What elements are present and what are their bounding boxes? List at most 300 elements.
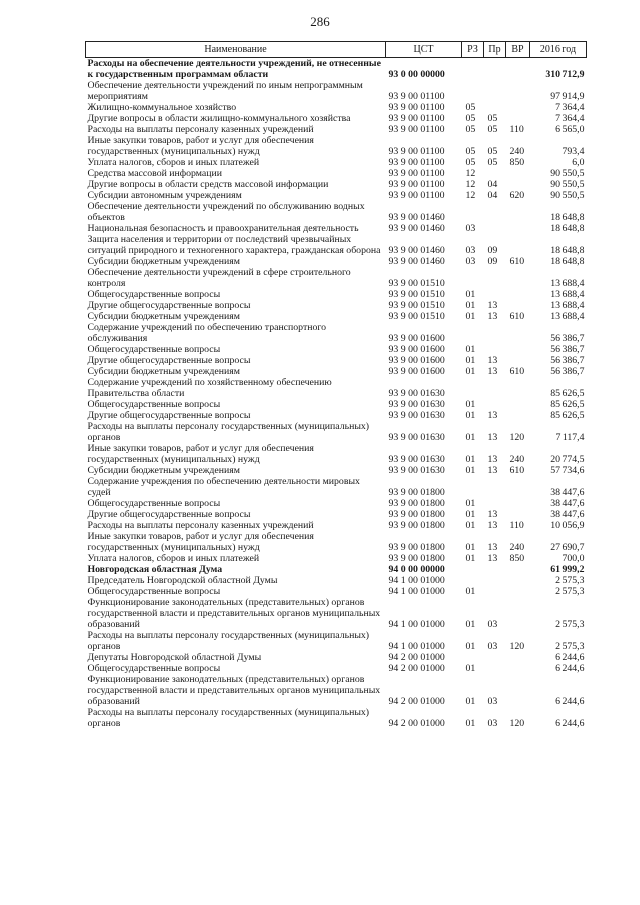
- row-amount: 13 688,4: [550, 278, 585, 289]
- row-name: Общегосударственные вопросы: [87, 289, 221, 300]
- row-rz: [462, 322, 484, 344]
- table-row: [86, 157, 587, 168]
- table-row: [86, 234, 587, 256]
- row-pr: 05: [487, 124, 498, 135]
- row-amount: 6 244,6: [555, 663, 585, 674]
- row-rz: 03: [465, 245, 476, 256]
- header-vr: ВР: [506, 42, 530, 58]
- row-rz: [462, 652, 484, 663]
- row-rz: 01: [465, 619, 476, 630]
- row-cst: 93 9 00 01630: [388, 432, 445, 443]
- row-amount: 2 575,3: [555, 575, 585, 586]
- row-rz: [462, 80, 484, 102]
- row-name: Субсидии бюджетным учреждениям: [87, 366, 240, 377]
- row-cst: 93 9 00 01800: [388, 520, 445, 531]
- table-row: [86, 663, 587, 674]
- row-pr: 05: [487, 113, 498, 124]
- row-name: Общегосударственные вопросы: [87, 344, 221, 355]
- row-vr: 610: [509, 465, 525, 476]
- row-vr: [506, 80, 530, 102]
- row-name: Обеспечение деятельности учреждений по иным непрограммным мероприятиям: [87, 80, 363, 102]
- row-pr: 13: [487, 509, 498, 520]
- header-name: Наименование: [86, 42, 386, 58]
- row-name: Расходы на выплаты персоналу казенных учреждений: [87, 520, 314, 531]
- row-name: Другие общегосударственные вопросы: [87, 355, 251, 366]
- row-amount: 57 734,6: [550, 465, 585, 476]
- row-vr: [506, 267, 530, 289]
- row-amount: 18 648,8: [550, 256, 585, 267]
- row-pr: 13: [487, 300, 498, 311]
- table-row: [86, 256, 587, 267]
- row-vr: [506, 586, 530, 597]
- table-row: [86, 355, 587, 366]
- row-rz: 01: [465, 454, 476, 465]
- row-name: Функционирование законодательных (представительных) органов государственной власти и представительных органов муниципальных образований: [87, 597, 381, 630]
- row-amount: 38 447,6: [550, 498, 585, 509]
- row-amount: 56 386,7: [550, 344, 585, 355]
- row-name: Иные закупки товаров, работ и услуг для обеспечения государственных (муниципальных) нужд: [87, 443, 314, 465]
- row-pr: [484, 377, 506, 399]
- table-row: [86, 80, 587, 102]
- row-cst: 93 9 00 01510: [388, 289, 445, 300]
- row-rz: [462, 267, 484, 289]
- table-row: [86, 399, 587, 410]
- row-amount: 90 550,5: [550, 168, 585, 179]
- row-cst: 93 9 00 01100: [388, 91, 445, 102]
- row-amount: 13 688,4: [550, 311, 585, 322]
- row-amount: 2 575,3: [555, 641, 585, 652]
- table-row: [86, 168, 587, 179]
- row-vr: [506, 663, 530, 674]
- table-row: [86, 520, 587, 531]
- budget-table: [85, 41, 587, 729]
- row-pr: 05: [487, 157, 498, 168]
- row-cst: 93 9 00 01100: [388, 146, 445, 157]
- row-vr: [506, 597, 530, 630]
- row-cst: 93 9 00 01630: [388, 388, 445, 399]
- row-rz: 01: [465, 553, 476, 564]
- header-rz: РЗ: [462, 42, 484, 58]
- row-cst: 93 9 00 01460: [388, 245, 445, 256]
- row-name: Другие общегосударственные вопросы: [87, 410, 251, 421]
- row-vr: 120: [509, 641, 525, 652]
- row-vr: 240: [509, 542, 525, 553]
- row-pr: [484, 80, 506, 102]
- row-name: Уплата налогов, сборов и иных платежей: [87, 157, 260, 168]
- row-pr: [484, 289, 506, 300]
- row-rz: 01: [465, 399, 476, 410]
- row-pr: 13: [487, 355, 498, 366]
- row-pr: [484, 344, 506, 355]
- row-cst: 93 9 00 01100: [388, 168, 445, 179]
- row-name: Иные закупки товаров, работ и услуг для обеспечения государственных (муниципальных) нужд: [87, 531, 314, 553]
- row-vr: 610: [509, 311, 525, 322]
- row-name: Расходы на выплаты персоналу государственных (муниципальных) органов: [87, 630, 370, 652]
- row-pr: [484, 223, 506, 234]
- row-cst: 94 2 00 01000: [388, 663, 445, 674]
- row-cst: 94 1 00 01000: [388, 586, 445, 597]
- row-cst: 93 9 00 01100: [388, 179, 445, 190]
- row-pr: 13: [487, 542, 498, 553]
- row-name: Общегосударственные вопросы: [87, 586, 221, 597]
- row-vr: 850: [509, 553, 525, 564]
- row-cst: 93 9 00 01100: [388, 157, 445, 168]
- row-rz: 01: [465, 641, 476, 652]
- header-pr: Пр: [484, 42, 506, 58]
- row-cst: 93 9 00 01630: [388, 465, 445, 476]
- row-amount: 20 774,5: [550, 454, 585, 465]
- row-cst: 93 9 00 01460: [388, 212, 445, 223]
- row-pr: 09: [487, 256, 498, 267]
- row-name: Расходы на выплаты персоналу казенных учреждений: [87, 124, 314, 135]
- row-rz: [462, 564, 484, 575]
- row-vr: [506, 223, 530, 234]
- row-name: Уплата налогов, сборов и иных платежей: [87, 553, 260, 564]
- row-name: Общегосударственные вопросы: [87, 663, 221, 674]
- row-amount: 7 364,4: [555, 102, 585, 113]
- row-cst: 94 2 00 01000: [388, 652, 445, 663]
- row-name: Общегосударственные вопросы: [87, 498, 221, 509]
- row-name: Функционирование законодательных (представительных) органов государственной власти и представительных органов муниципальных образований: [87, 674, 381, 707]
- row-cst: 93 9 00 01100: [388, 124, 445, 135]
- row-rz: 01: [465, 542, 476, 553]
- row-name: Расходы на выплаты персоналу государственных (муниципальных) органов: [87, 707, 370, 729]
- row-amount: 61 999,2: [550, 564, 585, 575]
- row-vr: [506, 476, 530, 498]
- row-vr: [506, 355, 530, 366]
- table-row: [86, 476, 587, 498]
- table-row: [86, 553, 587, 564]
- row-cst: 93 9 00 01630: [388, 410, 445, 421]
- row-cst: 93 9 00 01800: [388, 553, 445, 564]
- row-cst: 94 1 00 01000: [388, 641, 445, 652]
- table-row: [86, 113, 587, 124]
- row-vr: [506, 399, 530, 410]
- row-pr: [484, 476, 506, 498]
- table-row: [86, 366, 587, 377]
- row-name: Председатель Новгородской областной Думы: [87, 575, 278, 586]
- row-vr: [506, 564, 530, 575]
- table-row: [86, 179, 587, 190]
- row-name: Расходы на обеспечение деятельности учреждений, не отнесенные к государственным программам области: [87, 58, 381, 80]
- row-cst: 93 9 00 01630: [388, 454, 445, 465]
- row-amount: 18 648,8: [550, 223, 585, 234]
- row-name: Другие вопросы в области жилищно-коммунального хозяйства: [87, 113, 351, 124]
- row-name: Содержание учреждений по хозяйственному обеспечению Правительства области: [87, 377, 332, 399]
- row-pr: [484, 663, 506, 674]
- row-rz: [462, 575, 484, 586]
- row-vr: [506, 344, 530, 355]
- row-cst: 93 9 00 01510: [388, 278, 445, 289]
- table-row: [86, 135, 587, 157]
- table-row: [86, 630, 587, 652]
- table-row: [86, 58, 587, 81]
- row-rz: 01: [465, 509, 476, 520]
- row-amount: 85 626,5: [550, 388, 585, 399]
- row-pr: 09: [487, 245, 498, 256]
- table-row: [86, 597, 587, 630]
- row-rz: 05: [465, 157, 476, 168]
- row-cst: 93 9 00 01510: [388, 311, 445, 322]
- row-vr: [506, 322, 530, 344]
- row-cst: 93 9 00 01600: [388, 366, 445, 377]
- row-rz: 01: [465, 696, 476, 707]
- row-amount: 18 648,8: [550, 212, 585, 223]
- row-cst: 93 9 00 01510: [388, 300, 445, 311]
- row-vr: 850: [509, 157, 525, 168]
- row-pr: 04: [487, 179, 498, 190]
- table-row: [86, 707, 587, 729]
- row-rz: 01: [465, 300, 476, 311]
- row-amount: 6 244,6: [555, 652, 585, 663]
- table-row: [86, 498, 587, 509]
- row-amount: 6 244,6: [555, 718, 585, 729]
- row-name: Содержание учреждений по обеспечению транспортного обслуживания: [87, 322, 327, 344]
- table-row: [86, 223, 587, 234]
- header-cst: ЦСТ: [386, 42, 462, 58]
- row-cst: 94 2 00 01000: [388, 696, 445, 707]
- table-row: [86, 410, 587, 421]
- row-name: Иные закупки товаров, работ и услуг для обеспечения государственных (муниципальных) нужд: [87, 135, 314, 157]
- row-rz: 12: [465, 179, 476, 190]
- row-rz: 01: [465, 498, 476, 509]
- row-amount: 7 117,4: [555, 432, 585, 443]
- row-vr: [506, 58, 530, 81]
- table-row: [86, 575, 587, 586]
- table-row: [86, 674, 587, 707]
- row-rz: 01: [465, 366, 476, 377]
- row-vr: [506, 410, 530, 421]
- row-rz: 05: [465, 113, 476, 124]
- row-amount: 85 626,5: [550, 399, 585, 410]
- row-name: Обеспечение деятельности учреждений по обслуживанию водных объектов: [87, 201, 365, 223]
- row-amount: 310 712,9: [545, 69, 585, 80]
- row-pr: 04: [487, 190, 498, 201]
- row-cst: 93 9 00 01800: [388, 487, 445, 498]
- row-name: Субсидии бюджетным учреждениям: [87, 311, 240, 322]
- row-cst: 93 9 00 01630: [388, 399, 445, 410]
- row-cst: 93 9 00 01600: [388, 355, 445, 366]
- table-row: [86, 586, 587, 597]
- row-cst: 94 0 00 00000: [388, 564, 445, 575]
- row-rz: [462, 58, 484, 81]
- row-amount: 2 575,3: [555, 619, 585, 630]
- row-rz: 01: [465, 465, 476, 476]
- row-pr: [484, 322, 506, 344]
- row-rz: 01: [465, 410, 476, 421]
- row-amount: 2 575,3: [555, 586, 585, 597]
- row-vr: 240: [509, 454, 525, 465]
- row-amount: 38 447,6: [550, 509, 585, 520]
- row-cst: 93 9 00 01600: [388, 344, 445, 355]
- row-pr: [484, 399, 506, 410]
- row-rz: 01: [465, 586, 476, 597]
- row-name: Защита населения и территории от последствий чрезвычайных ситуаций природного и техногенного характера, гражданская оборона: [87, 234, 381, 256]
- row-pr: [484, 652, 506, 663]
- row-rz: 01: [465, 289, 476, 300]
- row-amount: 6 565,0: [555, 124, 585, 135]
- row-amount: 27 690,7: [550, 542, 585, 553]
- row-vr: [506, 102, 530, 113]
- table-row: [86, 124, 587, 135]
- header-amount: 2016 год: [530, 42, 587, 58]
- row-vr: [506, 179, 530, 190]
- row-amount: 56 386,7: [550, 333, 585, 344]
- row-pr: 13: [487, 366, 498, 377]
- table-row: [86, 102, 587, 113]
- row-vr: [506, 168, 530, 179]
- row-pr: 03: [487, 718, 498, 729]
- row-rz: 05: [465, 124, 476, 135]
- row-pr: 03: [487, 619, 498, 630]
- row-pr: 13: [487, 520, 498, 531]
- row-vr: [506, 113, 530, 124]
- row-vr: 110: [509, 124, 524, 135]
- table-row: [86, 300, 587, 311]
- row-pr: 03: [487, 641, 498, 652]
- row-rz: 01: [465, 718, 476, 729]
- row-rz: 01: [465, 520, 476, 531]
- row-name: Средства массовой информации: [87, 168, 222, 179]
- row-pr: [484, 575, 506, 586]
- row-pr: [484, 267, 506, 289]
- row-vr: 620: [509, 190, 525, 201]
- row-amount: 97 914,9: [550, 91, 585, 102]
- row-name: Жилищно-коммунальное хозяйство: [87, 102, 237, 113]
- row-name: Субсидии бюджетным учреждениям: [87, 465, 240, 476]
- row-vr: [506, 509, 530, 520]
- row-amount: 793,4: [562, 146, 585, 157]
- row-amount: 13 688,4: [550, 300, 585, 311]
- row-rz: [462, 377, 484, 399]
- row-name: Содержание учреждения по обеспечению деятельности мировых судей: [87, 476, 360, 498]
- row-vr: [506, 377, 530, 399]
- row-vr: [506, 674, 530, 707]
- table-row: [86, 377, 587, 399]
- row-pr: 05: [487, 146, 498, 157]
- row-vr: 120: [509, 432, 525, 443]
- row-name: Общегосударственные вопросы: [87, 399, 221, 410]
- row-pr: [484, 102, 506, 113]
- row-pr: 13: [487, 311, 498, 322]
- row-vr: [506, 498, 530, 509]
- row-rz: 03: [465, 223, 476, 234]
- row-name: Другие общегосударственные вопросы: [87, 300, 251, 311]
- row-vr: 120: [509, 718, 525, 729]
- row-amount: 700,0: [562, 553, 585, 564]
- row-pr: [484, 564, 506, 575]
- row-cst: 93 9 00 01100: [388, 113, 445, 124]
- row-name: Другие вопросы в области средств массовой информации: [87, 179, 329, 190]
- row-pr: 13: [487, 553, 498, 564]
- row-vr: [506, 300, 530, 311]
- page-number: 286: [310, 14, 330, 29]
- row-rz: 01: [465, 344, 476, 355]
- row-amount: 56 386,7: [550, 355, 585, 366]
- row-vr: [506, 575, 530, 586]
- row-name: Субсидии бюджетным учреждениям: [87, 256, 240, 267]
- row-amount: 90 550,5: [550, 190, 585, 201]
- row-name: Национальная безопасность и правоохранительная деятельность: [87, 223, 359, 234]
- table-row: [86, 267, 587, 289]
- row-cst: 94 1 00 01000: [388, 619, 445, 630]
- row-rz: 05: [465, 146, 476, 157]
- row-rz: 01: [465, 663, 476, 674]
- row-name: Расходы на выплаты персоналу государственных (муниципальных) органов: [87, 421, 370, 443]
- row-rz: [462, 201, 484, 223]
- row-pr: [484, 498, 506, 509]
- table-row: [86, 201, 587, 223]
- table-row: [86, 311, 587, 322]
- row-rz: [462, 476, 484, 498]
- row-vr: 110: [509, 520, 524, 531]
- row-amount: 13 688,4: [550, 289, 585, 300]
- row-amount: 18 648,8: [550, 245, 585, 256]
- row-vr: [506, 234, 530, 256]
- table-row: [86, 564, 587, 575]
- row-cst: 93 9 00 01100: [388, 102, 445, 113]
- row-cst: 93 9 00 01100: [388, 190, 445, 201]
- table-row: [86, 322, 587, 344]
- table-body: [86, 58, 587, 730]
- row-rz: 05: [465, 102, 476, 113]
- row-name: Другие общегосударственные вопросы: [87, 509, 251, 520]
- row-rz: 01: [465, 311, 476, 322]
- row-amount: 85 626,5: [550, 410, 585, 421]
- row-cst: 93 9 00 01800: [388, 542, 445, 553]
- row-rz: 03: [465, 256, 476, 267]
- table-row: [86, 443, 587, 465]
- row-amount: 56 386,7: [550, 366, 585, 377]
- row-amount: 38 447,6: [550, 487, 585, 498]
- row-name: Новгородская областная Дума: [87, 564, 223, 575]
- row-name: Депутаты Новгородской областной Думы: [87, 652, 262, 663]
- row-vr: 240: [509, 146, 525, 157]
- row-rz: 12: [465, 190, 476, 201]
- row-amount: 7 364,4: [555, 113, 585, 124]
- row-pr: [484, 201, 506, 223]
- row-cst: 93 9 00 01800: [388, 498, 445, 509]
- row-pr: 13: [487, 410, 498, 421]
- table-row: [86, 344, 587, 355]
- row-vr: [506, 289, 530, 300]
- row-vr: 610: [509, 256, 525, 267]
- row-amount: 90 550,5: [550, 179, 585, 190]
- row-cst: 93 9 00 01460: [388, 223, 445, 234]
- row-cst: 93 0 00 00000: [388, 69, 445, 80]
- row-pr: 13: [487, 432, 498, 443]
- row-pr: 03: [487, 696, 498, 707]
- table-row: [86, 652, 587, 663]
- row-cst: 94 1 00 01000: [388, 575, 445, 586]
- table-row: [86, 531, 587, 553]
- row-rz: 12: [465, 168, 476, 179]
- row-amount: 6 244,6: [555, 696, 585, 707]
- row-pr: [484, 586, 506, 597]
- row-pr: [484, 58, 506, 81]
- table-row: [86, 289, 587, 300]
- row-amount: 6,0: [572, 157, 585, 168]
- row-name: Субсидии автономным учреждениям: [87, 190, 242, 201]
- table-row: [86, 509, 587, 520]
- row-pr: 13: [487, 454, 498, 465]
- row-cst: 94 2 00 01000: [388, 718, 445, 729]
- row-pr: 13: [487, 465, 498, 476]
- row-cst: 93 9 00 01460: [388, 256, 445, 267]
- row-cst: 93 9 00 01600: [388, 333, 445, 344]
- row-vr: [506, 201, 530, 223]
- table-header: [86, 42, 587, 58]
